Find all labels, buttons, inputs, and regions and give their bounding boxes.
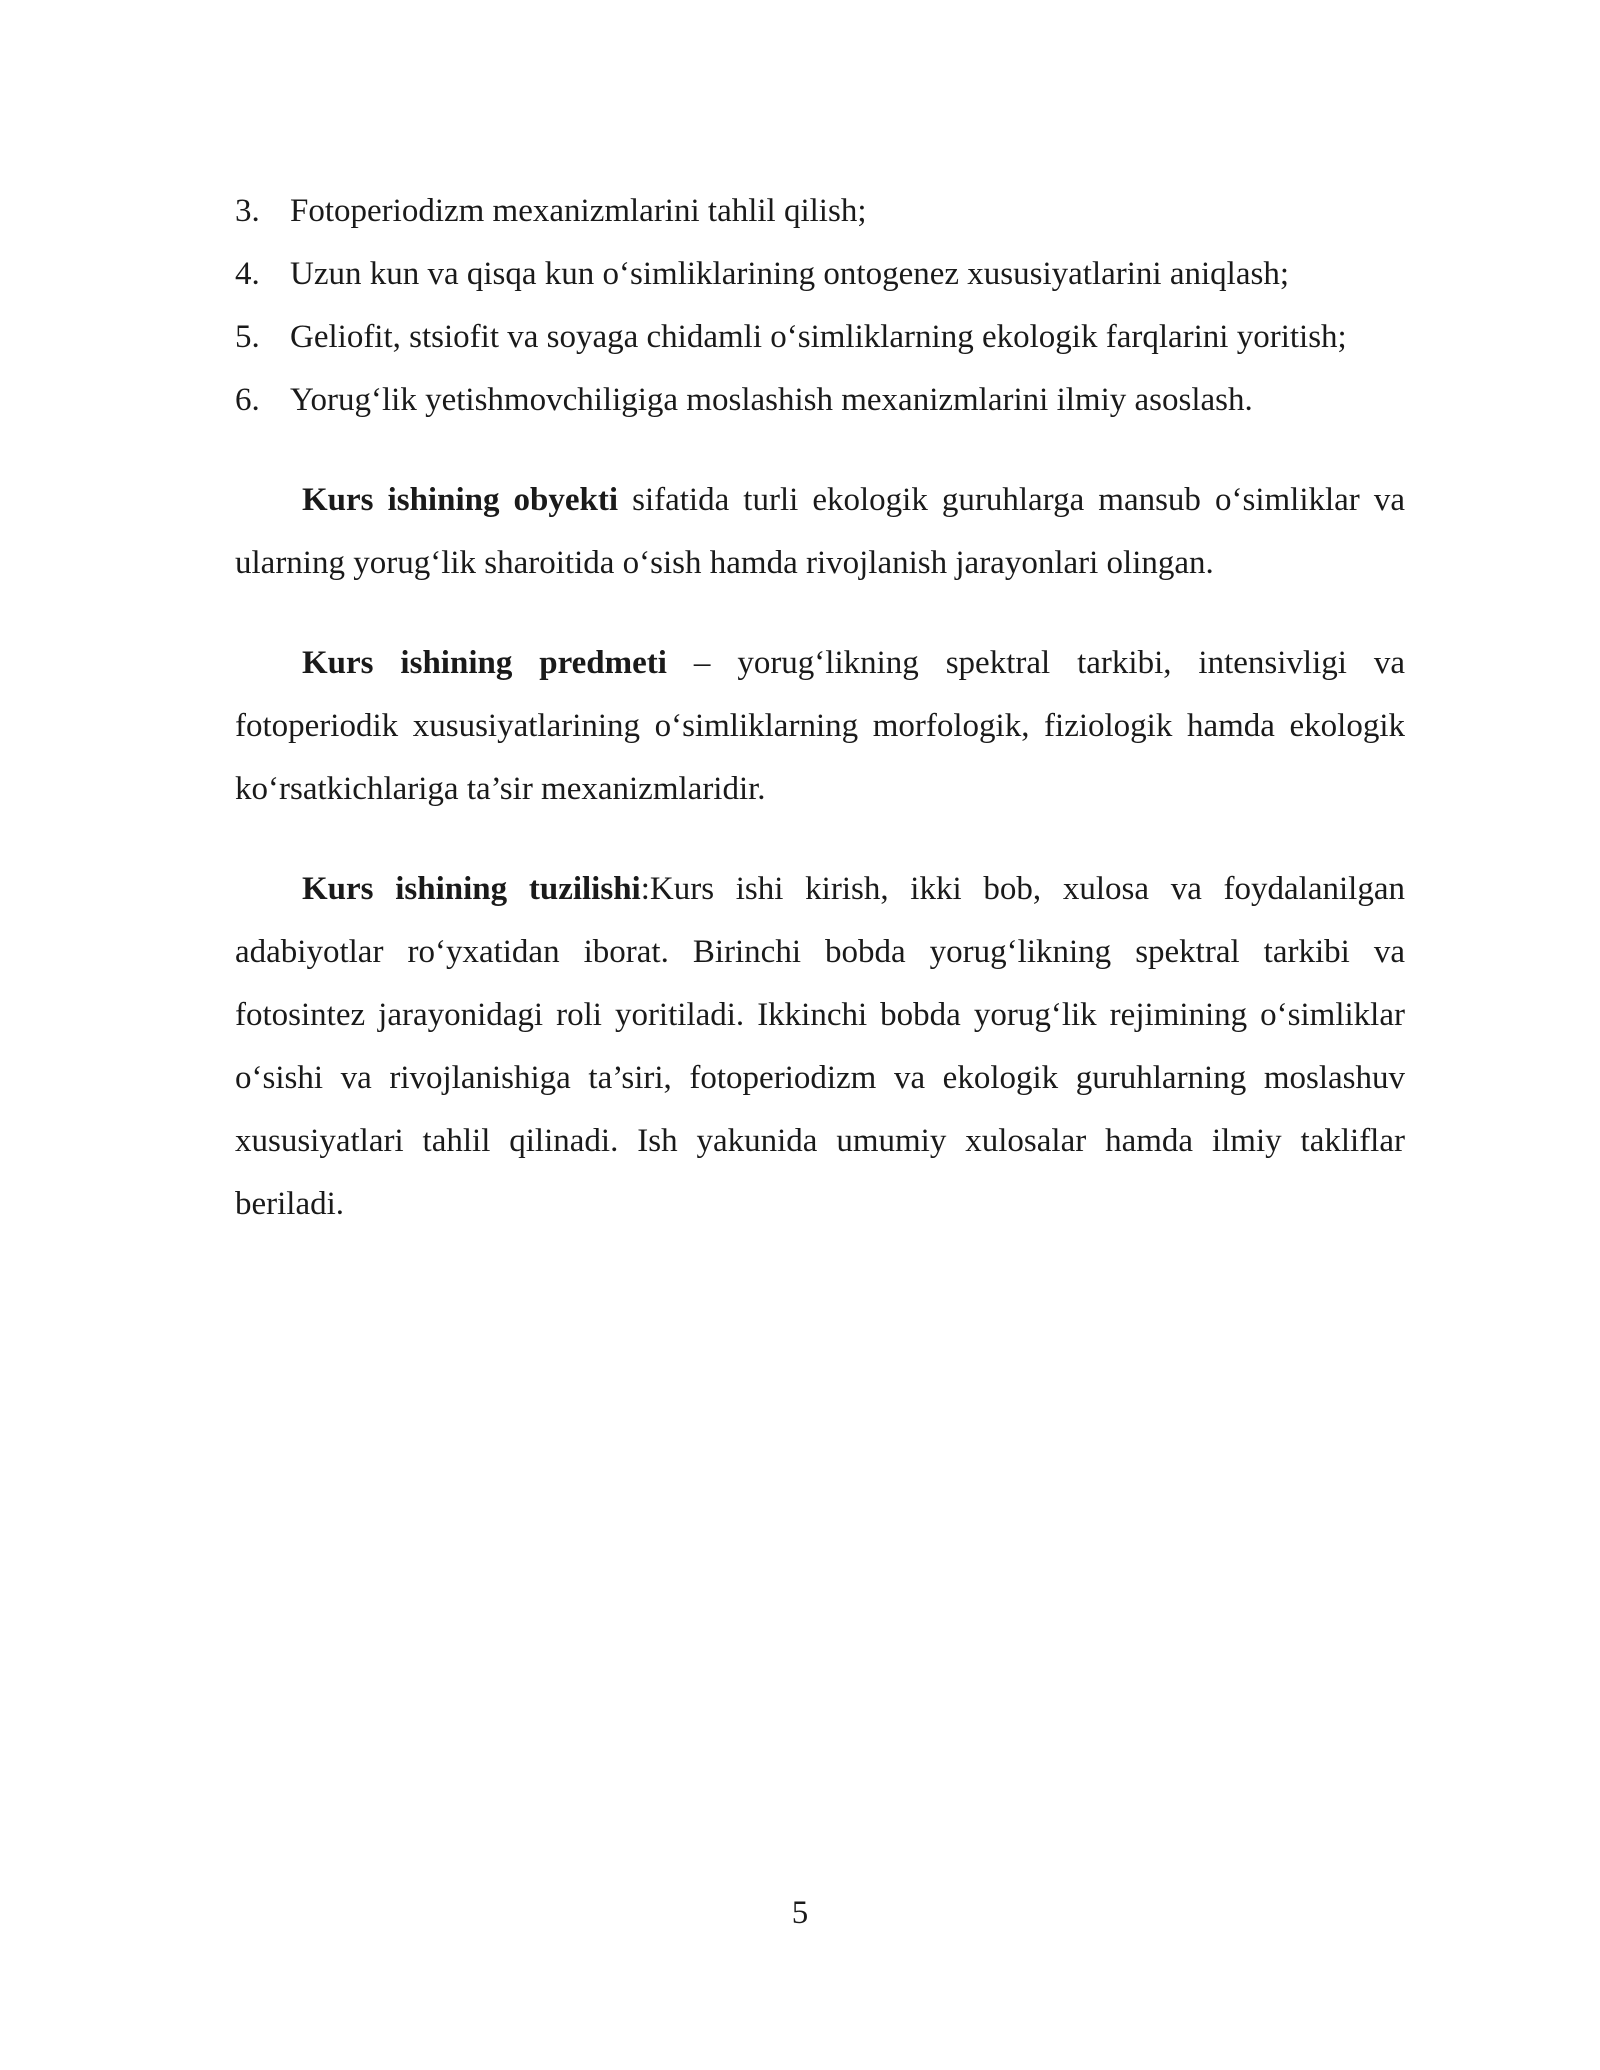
list-text: Uzun kun va qisqa kun o‘simliklarining ontogenez xususiyatlarini aniqlash; [290,256,1289,292]
list-number: 6. [235,382,260,418]
subject-paragraph [235,632,1405,821]
structure-label: Kurs ishining tuzilishi [302,871,641,907]
list-item [235,306,1405,369]
list-text: Geliofit, stsiofit va soyaga chidamli o‘simliklarning ekologik farqlarini yoritish; [290,319,1347,355]
object-text: sifatida turli ekologik guruhlarga mansub o‘simliklar va ularning yorug‘lik sharoitida o‘sish hamda rivojlanish jarayonlari olingan. [235,482,1405,581]
list-number: 4. [235,256,260,292]
object-label: Kurs ishining obyekti [302,482,619,518]
list-number: 5. [235,319,260,355]
structure-text: :Kurs ishi kirish, ikki bob, xulosa va foydalanilgan adabiyotlar ro‘yxatidan iborat. Birinchi bobda yorug‘likning spektral tarkibi va fotosintez jarayonidagi roli yoritiladi. Ikkinchi bobda yorug‘lik rejimining o‘simliklar o‘sishi va rivojlanishiga ta’siri, fotoperiodizm va ekologik guruhlarning moslashuv xususiyatlari tahlil qilinadi. Ish yakunida umumiy xulosalar hamda ilmiy takliflar beriladi. [235,871,1405,1222]
page-content [235,180,1405,1236]
list-text: Yorug‘lik yetishmovchiligiga moslashish mexanizmlarini ilmiy asoslash. [290,382,1253,418]
page-number: 5 [791,1895,809,1931]
structure-paragraph [235,858,1405,1236]
list-item [235,180,1405,243]
subject-text: – yorug‘likning spektral tarkibi, intensivligi va fotoperiodik xususiyatlarining o‘simliklarning morfologik, fiziologik hamda ekologik ko‘rsatkichlariga ta’sir mexanizmlaridir. [235,645,1405,807]
subject-label: Kurs ishining predmeti [302,645,667,681]
list-text: Fotoperiodizm mexanizmlarini tahlil qilish; [290,193,867,229]
objectives-list [235,180,1405,432]
list-item [235,369,1405,432]
list-number: 3. [235,193,260,229]
object-paragraph [235,469,1405,595]
list-item [235,243,1405,306]
